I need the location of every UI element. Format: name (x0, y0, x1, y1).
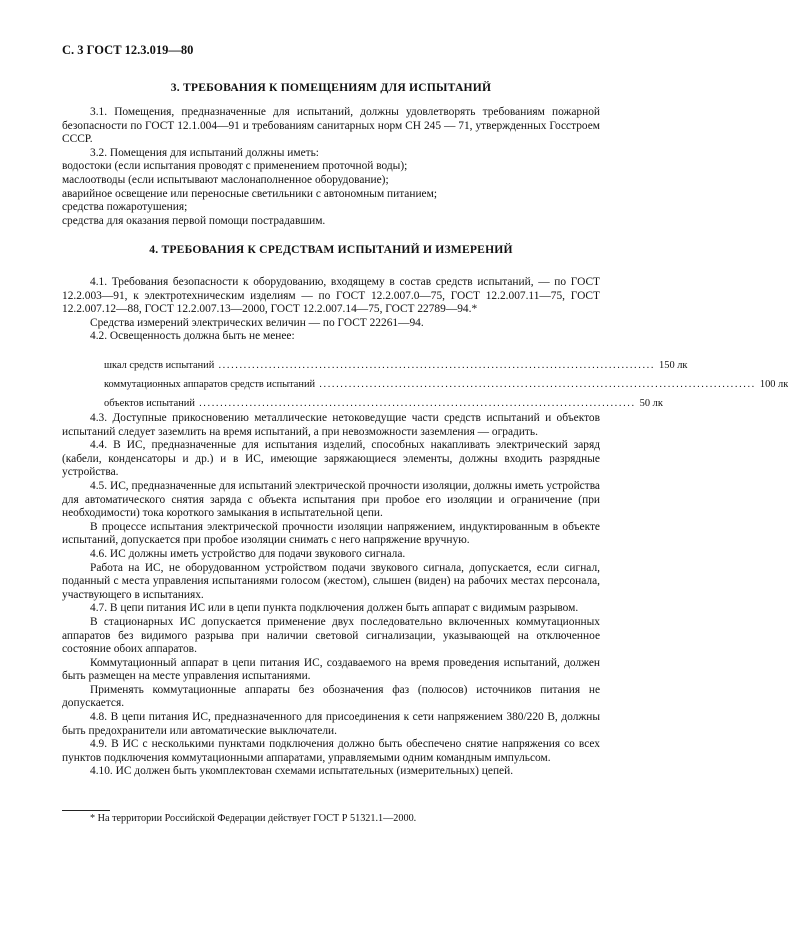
paragraph-4-1: 4.1. Требования безопасности к оборудованию, входящему в состав средств испытаний, — по ГОСТ 12.2.003—91, к электротехническим изделиям — по ГОСТ 12.2.007.0—75, ГОСТ 12.2.007.11—75, ГОСТ 12.2.007.12—88, ГОСТ 12.2.007.13—2000, ГОСТ 12.2.007.14—75, ГОСТ 22789—94.* (62, 276, 600, 316)
paragraph-4-6: 4.6. ИС должны иметь устройство для подачи звукового сигнала. (90, 547, 406, 560)
page-header: С. 3 ГОСТ 12.3.019—80 (62, 43, 194, 57)
row-value: 100 лк (759, 379, 788, 390)
list-item: средства пожаротушения; (62, 201, 188, 214)
leader-dots: ........................................................................................................ (214, 360, 656, 371)
list-item: водостоки (если испытания проводят с применением проточной воды); (62, 160, 408, 173)
paragraph-4-8: 4.8. В цепи питания ИС, предназначенного для присоединения к сети напряжением 380/220 В, должны быть предохранители или автоматические выключатели. (62, 711, 600, 737)
paragraph-4-9: 4.9. В ИС с несколькими пунктами подключения должно быть обеспечено снятие напряжения со всех пунктов подключения коммутационными аппаратами, управляемыми одним командным импульсом. (62, 738, 600, 764)
paragraph-4-7-stationary: В стационарных ИС допускается применение двух последовательно включенных коммутационных аппаратов без видимого разрыва при наличии световой сигнализации, указывающей на отключенное состояние обоих аппаратов. (62, 615, 600, 656)
section-4-title: 4. ТРЕБОВАНИЯ К СРЕДСТВАМ ИСПЫТАНИЙ И ИЗМЕРЕНИЙ (149, 243, 513, 256)
paragraph-4-1-measure: Средства измерений электрических величин — по ГОСТ 22261—94. (90, 316, 424, 329)
paragraph-4-2: 4.2. Освещенность должна быть не менее: (90, 330, 295, 343)
table-row (104, 375, 788, 394)
paragraph-4-7: 4.7. В цепи питания ИС или в цепи пункта подключения должен быть аппарат с видимым разрывом. (90, 602, 579, 615)
paragraph-4-6-note: Работа на ИС, не оборудованном устройством подачи звукового сигнала, допускается, если сигнал, поданный с места управления испытаниями голосом (жестом), слышен (виден) на рабочих местах персонала, участвующего в испытаниях. (62, 561, 600, 601)
paragraph-4-5: 4.5. ИС, предназначенные для испытаний электрической прочности изоляции, должны иметь устройства для автоматического снятия заряда с объекта испытания при пробое его изоляции и ограничение (при необходимости) тока короткого замыкания в испытательной цепи. (62, 479, 600, 520)
paragraph-4-7-phases: Применять коммутационные аппараты без обозначения фаз (полюсов) источников питания не допускается. (62, 683, 600, 710)
paragraph-3-1: 3.1. Помещения, предназначенные для испытаний, должны удовлетворять требованиям пожарной безопасности по ГОСТ 12.1.004—91 и требованиям санитарных норм СН 245 — 71, утвержденных Госстроем СССР. (62, 106, 600, 146)
row-label: объектов испытаний (104, 398, 195, 409)
paragraph-4-10: 4.10. ИС должен быть укомплектован схемами испытательных (измерительных) цепей. (90, 765, 514, 778)
paragraph-4-3: 4.3. Доступные прикосновению металлические нетоковедущие части средств испытаний и объектов испытаний следует заземлить на время испытаний, а при невозможности заземления — оградить. (62, 412, 600, 438)
leader-dots: ........................................................................................................ (315, 379, 756, 390)
row-label: шкал средств испытаний (104, 360, 215, 371)
paragraph-4-7-switch: Коммутационный аппарат в цепи питания ИС, создаваемого на время проведения испытаний, должен быть размещен на месте управления испытаниями. (62, 656, 600, 683)
section-3-body (62, 106, 600, 228)
section-4-intro (62, 276, 600, 344)
list-item: маслоотводы (если испытывают маслонаполненное оборудование); (62, 173, 389, 186)
table-row (104, 356, 688, 375)
table-row (104, 394, 663, 413)
list-item: средства для оказания первой помощи пострадавшим. (62, 214, 326, 227)
leader-dots: ........................................................................................................ (194, 398, 636, 409)
list-item: аварийное освещение или переносные светильники с автономным питанием; (62, 187, 437, 200)
section-4-body (62, 412, 600, 779)
section-3-title: 3. ТРЕБОВАНИЯ К ПОМЕЩЕНИЯМ ДЛЯ ИСПЫТАНИЙ (170, 81, 492, 94)
paragraph-3-2: 3.2. Помещения для испытаний должны иметь: (90, 146, 319, 159)
paragraph-4-5-note: В процессе испытания электрической прочности изоляции напряжением, индуктированным в объекте испытаний, допускается при пробое изоляции снимать с него напряжение вручную. (62, 520, 600, 547)
footnote: * На территории Российской Федерации действует ГОСТ Р 51321.1—2000. (90, 813, 417, 824)
footnote-divider (62, 810, 110, 811)
row-value: 50 лк (639, 398, 663, 409)
row-value: 150 лк (659, 360, 688, 371)
illumination-table (104, 356, 788, 413)
paragraph-4-4: 4.4. В ИС, предназначенные для испытания изделий, способных накапливать электрический заряд (кабели, конденсаторы и др.) и в ИС, имеющие заряжающиеся элементы, должны входить разрядные устройства. (62, 439, 600, 479)
row-label: коммутационных аппаратов средств испытаний (104, 379, 316, 390)
